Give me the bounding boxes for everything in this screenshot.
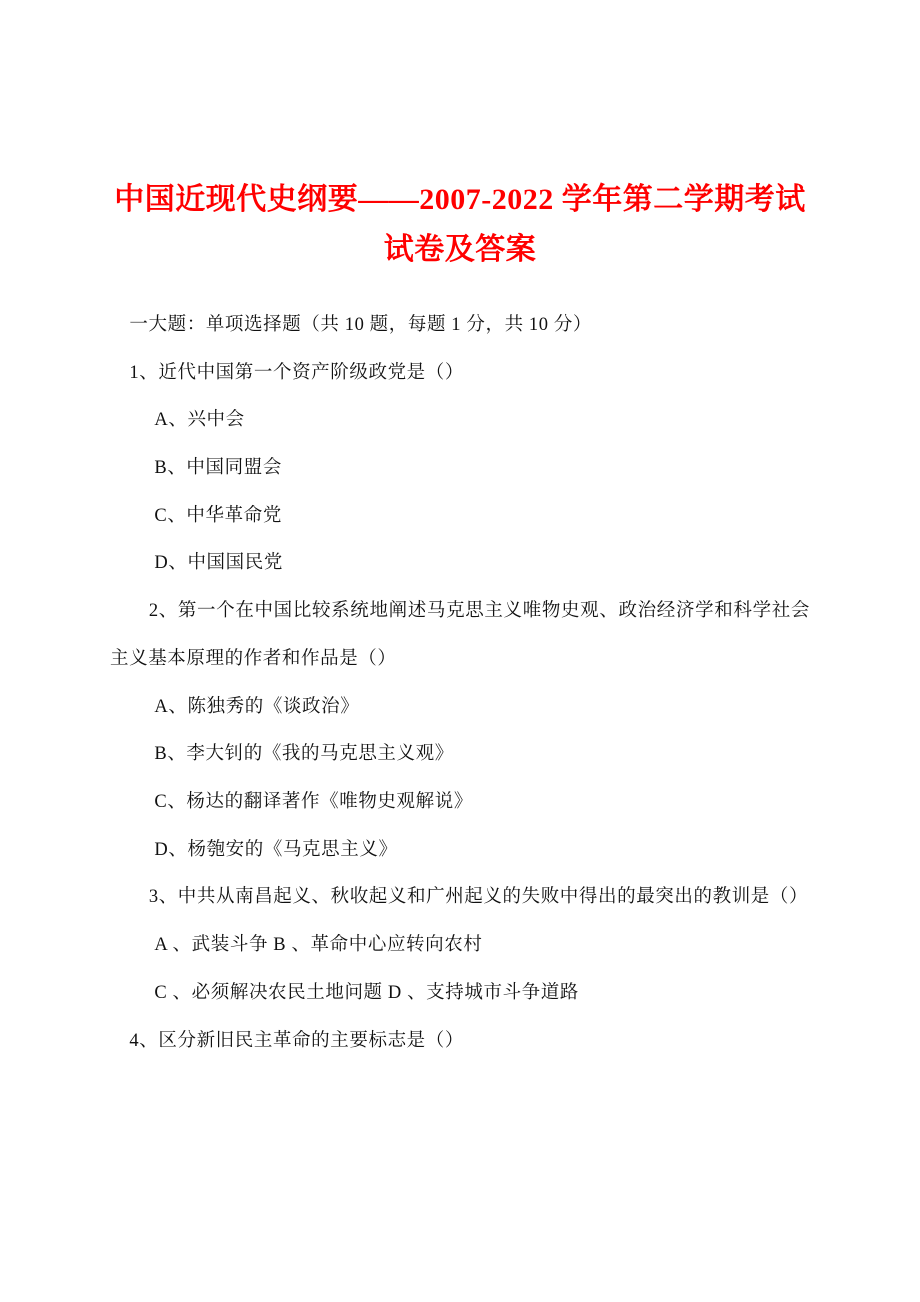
question-item: 3、中共从南昌起义、秋收起义和广州起义的失败中得出的最突出的教训是（）	[148, 887, 809, 908]
option-item: B、中国同盟会	[154, 457, 282, 478]
question-item: 4、区分新旧民主革命的主要标志是（）	[129, 1030, 464, 1051]
section-heading: 一大题：单项选择题（共 10 题，每题 1 分，共 10 分）	[129, 314, 593, 335]
option-item: A、兴中会	[154, 410, 245, 431]
option-item: C、杨达的翻译著作《唯物史观解说》	[154, 791, 473, 812]
page-title: 中国近现代史纲要——2007-2022 学年第二学期考试试卷及答案	[114, 183, 806, 267]
option-item: A、陈独秀的《谈政治》	[154, 696, 360, 717]
document-body	[110, 302, 810, 1066]
option-item: D、杨匏安的《马克思主义》	[154, 839, 398, 860]
option-item: A 、武装斗争 B 、革命中心应转向农村	[154, 935, 483, 956]
question-item: 1、近代中国第一个资产阶级政党是（）	[129, 362, 464, 383]
question-item: 2、第一个在中国比较系统地阐述马克思主义唯物史观、政治经济学和科学社会主义基本原理的作者和作品是（）	[110, 601, 810, 669]
option-item: C、中华革命党	[154, 505, 282, 526]
option-item: D、中国国民党	[154, 553, 283, 574]
option-item: C 、必须解决农民土地问题 D 、支持城市斗争道路	[154, 982, 579, 1003]
option-item: B、李大钊的《我的马克思主义观》	[154, 744, 454, 765]
